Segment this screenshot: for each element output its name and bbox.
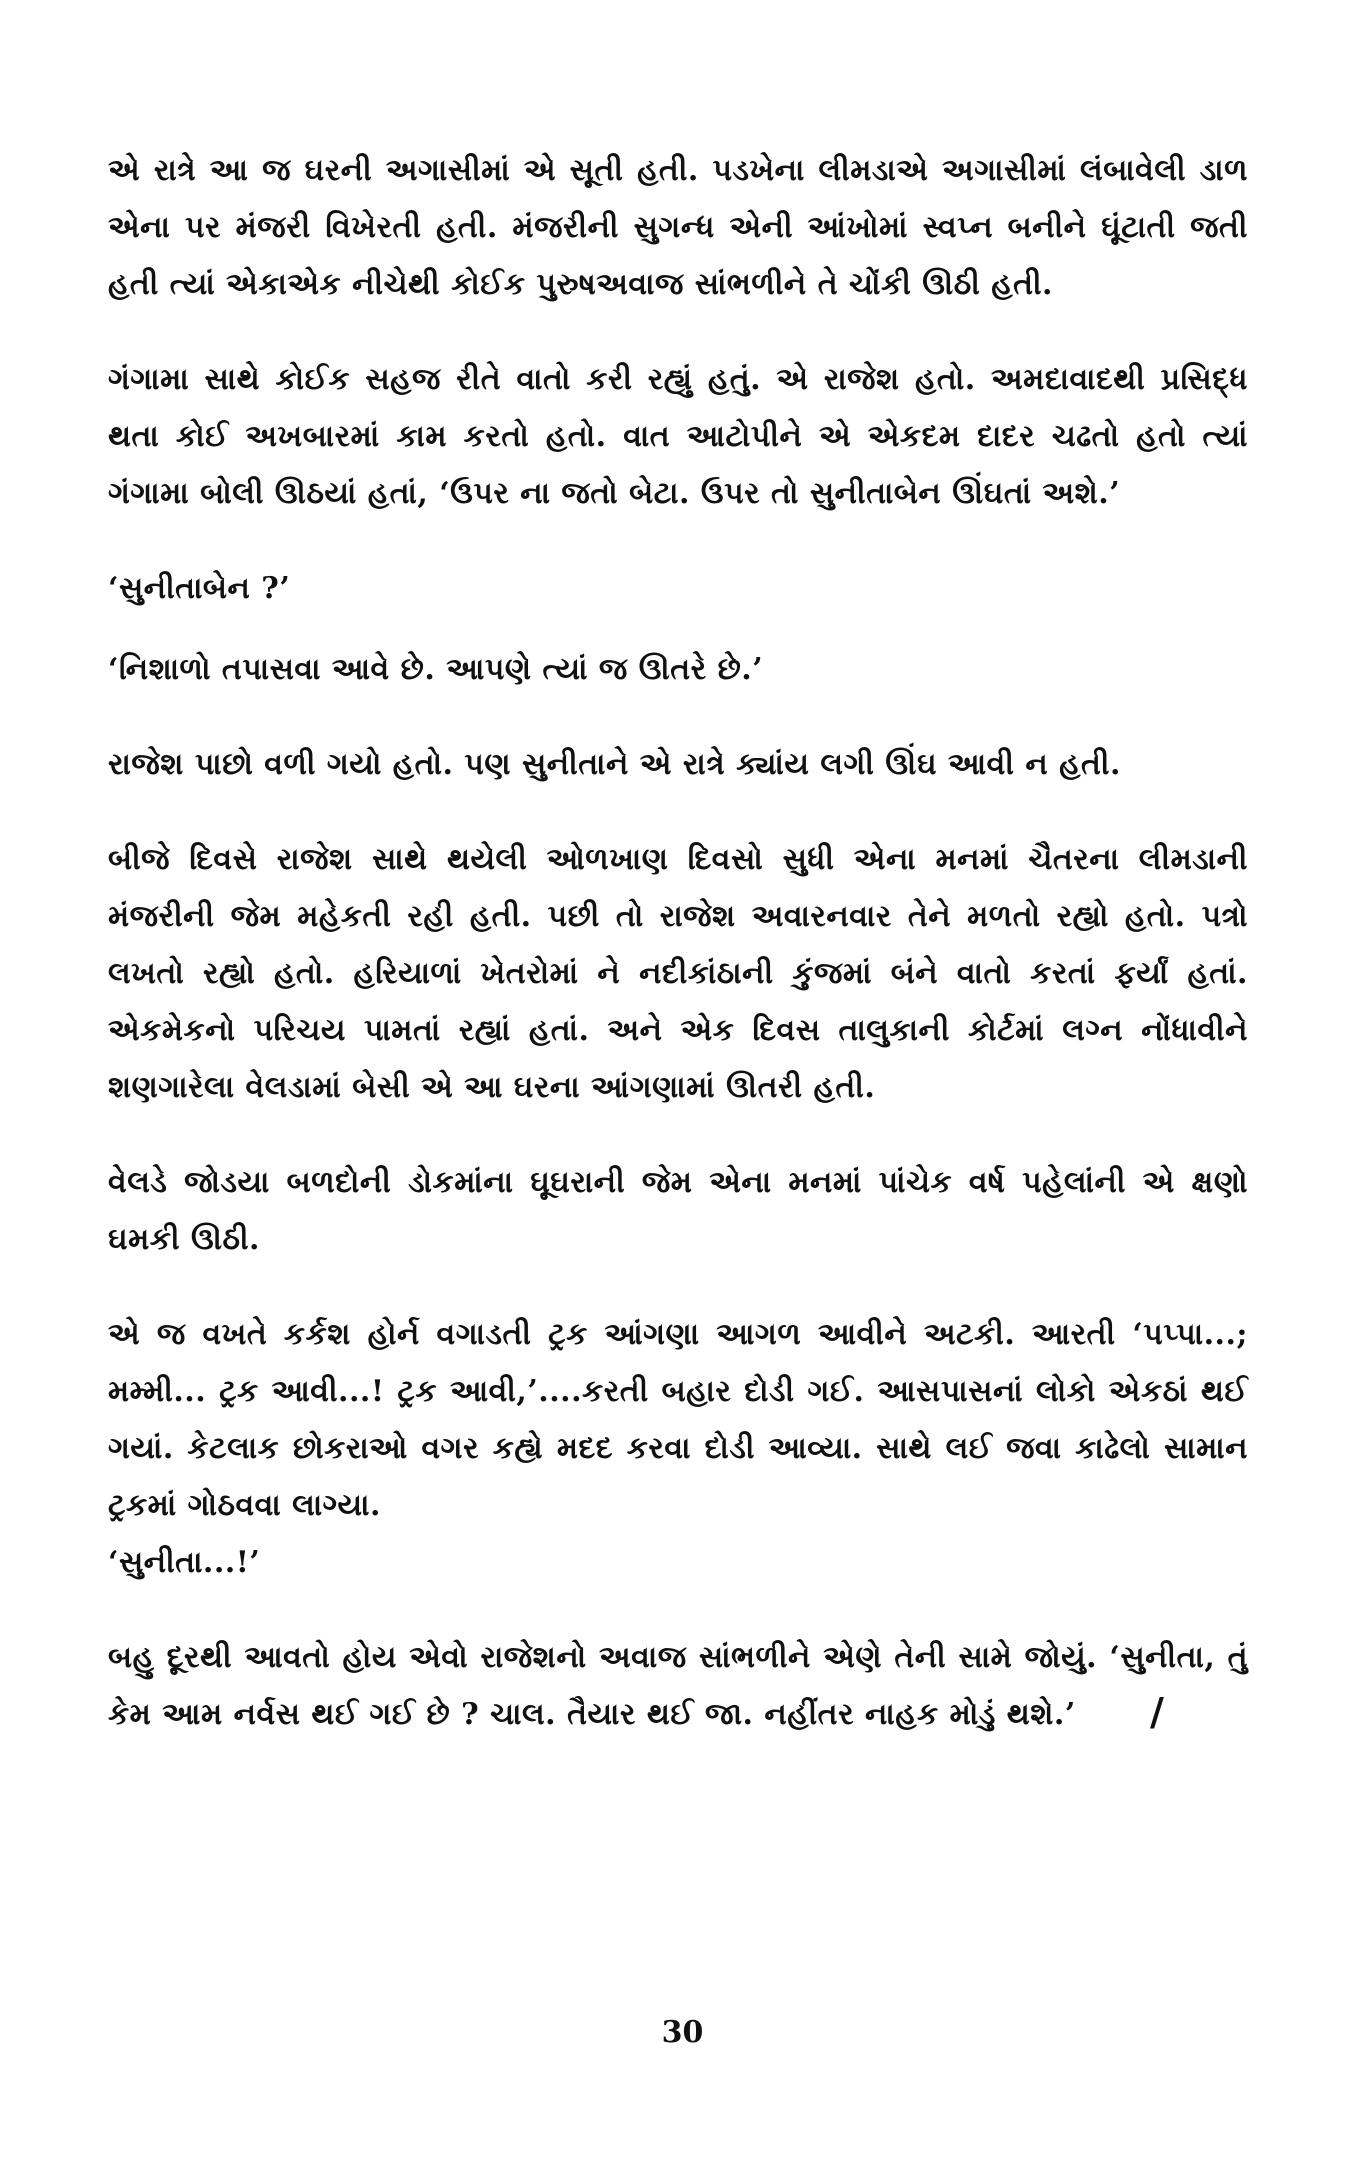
paragraph-7: વેલડે જોડયા બળદોની ડોકમાંના ઘૂઘરાની જેમ એના મનમાં પાંચેક વર્ષ પહેલાંની એ ક્ષણો ઘમકી ઊઠી. bbox=[108, 1165, 1248, 1257]
paragraph-1: એ રાત્રે આ જ ઘરની અગાસીમાં એ સૂતી હતી. પડખેના લીમડાએ અગાસીમાં લંબાવેલી ડાળ એના પર મંજરી વિખેરતી હતી. મંજરીની સુગન્ધ એની આંખોમાં સ્વપ્ન બનીને ઘૂંટાતી જતી હતી ત્યાં એકાએક નીચેથી કોઈક પુરુષઅવાજ સાંભળીને તે ચોંકી ઊઠી હતી. bbox=[108, 153, 1248, 302]
paragraph-3: ‘સુનીતાબેન ?’ bbox=[108, 571, 291, 606]
paragraph-6: બીજે દિવસે રાજેશ સાથે થયેલી ઓળખાણ દિવસો સુધી એના મનમાં ચૈતરના લીમડાની મંજરીની જેમ મહેકતી રહી હતી. પછી તો રાજેશ અવારનવાર તેને મળતો રહ્યો હતો. પત્રો લખતો રહ્યો હતો. હરિયાળાં ખેતરોમાં ને નદીકાંઠાની કુંજમાં બંને વાતો કરતાં ફર્યાં હતાં. એકમેકનો પરિચય પામતાં રહ્યાં હતાં. અને એક દિવસ તાલુકાની કોર્ટમાં લગ્ન નોંધાવીને શણગારેલા વેલડામાં બેસી એ આ ઘરના આંગણામાં ઊતરી હતી. bbox=[108, 842, 1248, 1105]
margin-mark: / bbox=[1150, 1690, 1164, 1734]
paragraph-8: એ જ વખતે કર્કશ હોર્ન વગાડતી ટ્રક આંગણા આગળ આવીને અટકી. આરતી ‘પપ્પા...; મમ્મી... ટ્રક આવી...! ટ્રક આવી,’....કરતી બહાર દોડી ગઈ. આસપાસનાં લોકો એકઠાં થઈ ગયાં. કેટલાક છોકરાઓ વગર કહ્યે મદદ કરવા દોડી આવ્યા. સાથે લઈ જવા કાઢેલો સામાન ટ્રકમાં ગોઠવવા લાગ્યા. bbox=[108, 1317, 1248, 1523]
paragraph-10: બહુ દૂરથી આવતો હોય એવો રાજેશનો અવાજ સાંભળીને એણે તેની સામે જોયું. ‘સુનીતા, તું કેમ આમ નર્વસ થઈ ગઈ છે ? ચાલ. તૈયાર થઈ જા. નહીંતર નાહક મોડું થશે.’ bbox=[108, 1640, 1248, 1732]
paragraph-2: ગંગામા સાથે કોઈક સહજ રીતે વાતો કરી રહ્યું હતું. એ રાજેશ હતો. અમદાવાદથી પ્રસિદ્ધ થતા કોઈ અખબારમાં કામ કરતો હતો. વાત આટોપીને એ એકદમ દાદર ચઢતો હતો ત્યાં ગંગામા બોલી ઊઠયાં હતાં, ‘ઉપર ના જતો બેટા. ઉપર તો સુનીતાબેન ઊંઘતાં અશે.’ bbox=[108, 362, 1248, 511]
body-text bbox=[108, 142, 1248, 1781]
page-number: 30 bbox=[661, 2015, 704, 2050]
paragraph-9: ‘સુનીતા...!’ bbox=[108, 1545, 261, 1580]
paragraph-4: ‘નિશાળો તપાસવા આવે છે. આપણે ત્યાં જ ઊતરે છે.’ bbox=[108, 652, 764, 687]
paragraph-5: રાજેશ પાછો વળી ગયો હતો. પણ સુનીતાને એ રાત્રે ક્યાંય લગી ઊંઘ આવી ન હતી. bbox=[108, 747, 1121, 782]
